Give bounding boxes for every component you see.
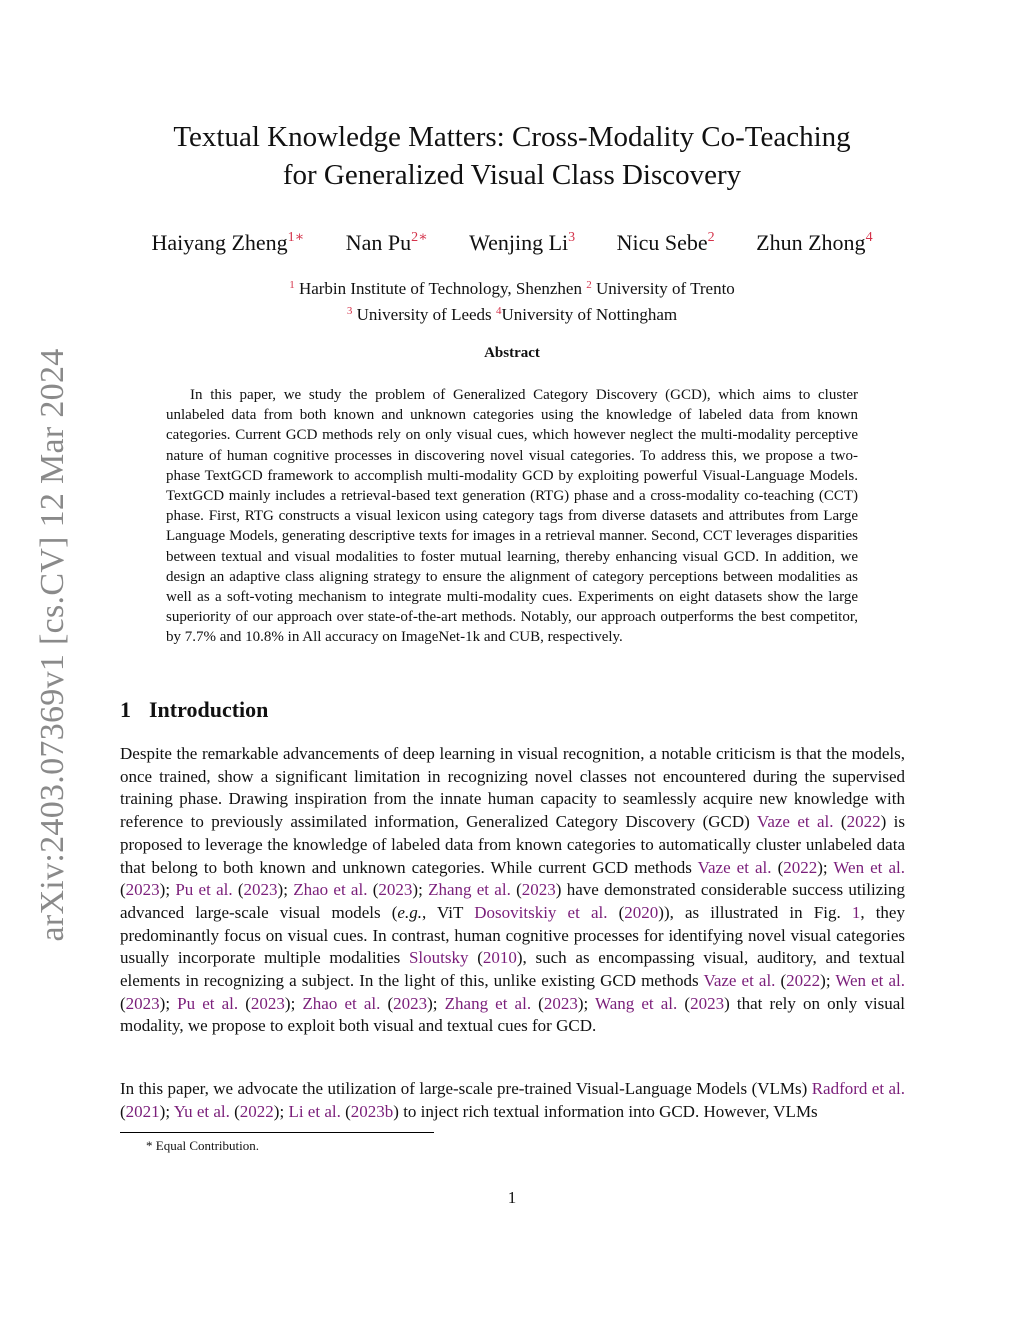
footnote-rule	[120, 1132, 434, 1133]
citation-year-link[interactable]: 2023	[543, 993, 578, 1013]
citation-year-link[interactable]: 2020	[624, 902, 659, 922]
citation-year-link[interactable]: 2010	[482, 948, 517, 968]
citation-link[interactable]: Sloutsky	[408, 948, 469, 968]
citation-year-link[interactable]: 2022	[783, 857, 818, 877]
citation-link[interactable]: Vaze et al.	[756, 812, 834, 832]
author-list	[0, 229, 1024, 256]
citation-link[interactable]: Zhang et al.	[444, 993, 532, 1013]
affiliation: University of Trento	[595, 279, 735, 298]
citation-link[interactable]: Wang et al.	[595, 993, 678, 1013]
intro-paragraph-2: In this paper, we advocate the utilization of large-scale pre-trained Visual-Language Models (VLMs) Radford et al. (2021); Yu et al. (2022); Li et al. (2023b) to inject rich textual information into GCD. However, VLMs	[120, 1079, 905, 1121]
footnote: * Equal Contribution.	[146, 1138, 260, 1153]
citation-link[interactable]: Zhang et al.	[428, 880, 511, 900]
affiliation-mark: 2	[707, 230, 715, 245]
author: Nicu Sebe$^2$	[616, 230, 715, 255]
affiliation: Harbin Institute of Technology, Shenzhen	[298, 279, 582, 298]
citation-year-link[interactable]: 2023	[690, 993, 725, 1013]
affiliation-mark: 3	[568, 230, 576, 245]
section-number: 1	[120, 697, 131, 722]
citation-year-link[interactable]: 2023	[125, 993, 160, 1013]
section-title: Introduction	[149, 697, 269, 722]
citation-link[interactable]: Wen et al.	[835, 971, 905, 991]
citation-year-link[interactable]: 2023	[378, 880, 413, 900]
title-line-1: Textual Knowledge Matters: Cross-Modality Co-Teaching	[173, 121, 851, 153]
citation-link[interactable]: Wen et al.	[833, 857, 905, 877]
citation-year-link[interactable]: 2023	[243, 880, 278, 900]
citation-year-link[interactable]: 2021	[125, 1101, 160, 1121]
citation-year-link[interactable]: 2023	[393, 993, 428, 1013]
author: Zhun Zhong$^4$	[756, 230, 873, 255]
citation-year-link[interactable]: 2022	[846, 812, 881, 832]
page-number: 1	[507, 1188, 517, 1207]
author: Wenjing Li$^3$	[469, 230, 576, 255]
citation-year-link[interactable]: 2022	[786, 971, 821, 991]
citation-link[interactable]: Yu et al.	[173, 1101, 230, 1121]
citation-year-link[interactable]: 2023	[250, 993, 285, 1013]
abstract-text: In this paper, we study the problem of Generalized Category Discovery (GCD), which aims to cluster unlabeled data from both known and unknown categories using the knowledge of labeled data from known categories. Current GCD methods rely on only visual cues, which however neglect the multi-modality perceptive nature of human cognitive processes in discovering novel visual categories. To address this, we propose a two-phase TextGCD framework to accomplish multi-modality GCD by exploiting powerful Visual-Language Models. TextGCD mainly includes a retrieval-based text generation (RTG) phase and a cross-modality co-teaching (CCT) phase. First, RTG constructs a visual lexicon using category tags from diverse datasets and attributes from Large Language Models, generating descriptive texts for images in a retrieval manner. Second, CCT leverages disparities between textual and visual modalities to foster mutual learning, thereby enhancing visual GCD. In addition, we design an adaptive class aligning strategy to ensure the alignment of category perceptions between modalities as well as a soft-voting mechanism to integrate multi-modality cues. Experiments on eight datasets show the large superiority of our approach over state-of-the-art methods. Notably, our approach outperforms the best competitor, by 7.7% and 10.8% in All accuracy on ImageNet-1k and CUB, respectively.	[166, 387, 858, 646]
citation-link[interactable]: Zhao et al.	[302, 993, 381, 1013]
citation-link[interactable]: Radford et al.	[811, 1079, 905, 1098]
section-heading	[120, 697, 268, 723]
citation-link[interactable]: Vaze et al.	[703, 971, 776, 991]
citation-year-link[interactable]: 2023	[125, 880, 160, 900]
citation-year-link[interactable]: 2023	[521, 880, 556, 900]
citation-link[interactable]: Zhao et al.	[293, 880, 368, 900]
author: Haiyang Zheng$^{1∗}$	[151, 230, 305, 255]
affiliations-line-2: $^3$ University of Leeds $^4$University of Nottingham	[346, 305, 678, 324]
citation-link[interactable]: Pu et al.	[175, 880, 233, 900]
affiliations-line-1: $^1$ Harbin Institute of Technology, Shenzhen $^2$ University of Trento	[289, 279, 735, 298]
citation-year-link[interactable]: 2023b	[350, 1101, 394, 1121]
citation-link[interactable]: Li et al.	[288, 1101, 341, 1121]
author: Nan $Pu^{2∗}$	[345, 230, 428, 255]
abstract-heading: Abstract	[484, 345, 540, 361]
figure-reference-link[interactable]: 1	[851, 902, 861, 922]
affiliation: University of Nottingham	[501, 305, 678, 324]
affiliation-mark: 1∗	[287, 230, 305, 245]
arxiv-identifier: arXiv:2403.07369v1 [cs.CV] 12 Mar 2024	[34, 348, 71, 942]
citation-year-link[interactable]: 2022	[239, 1101, 274, 1121]
affiliation-mark: 2∗	[411, 230, 428, 245]
citation-link[interactable]: Pu et al.	[177, 993, 239, 1013]
intro-paragraph-1: Despite the remarkable advancements of deep learning in visual recognition, a notable criticism is that the models, once trained, show a significant limitation in recognizing novel classes not encountered during the supervised training phase. Drawing inspiration from the innate human capacity to seamlessly acquire new knowledge with reference to previously assimilated information, Generalized Category Discovery (GCD) Vaze et al. (2022) is proposed to leverage the knowledge of labeled data from known categories to automatically cluster unlabeled data that belong to both known and unknown categories. While current GCD methods Vaze et al. (2022); Wen et al. (2023); Pu et al. (2023); Zhao et al. (2023); Zhang et al. (2023) have demonstrated considerable success utilizing advanced large-scale visual models (e.g., ViT Dosovitskiy et al. (2020)), as illustrated in Fig. 1, they predominantly focus on visual cues. In contrast, human cognitive processes for identifying novel visual categories usually incorporate multiple modalities Sloutsky (2010), such as encompassing visual, auditory, and textual elements in recognizing a subject. In the light of this, unlike existing GCD methods Vaze et al. (2022); Wen et al. (2023); Pu et al. (2023); Zhao et al. (2023); Zhang et al. (2023); Wang et al. (2023) that rely on only visual modality, we propose to exploit both visual and textual cues for GCD.	[120, 744, 906, 1036]
affiliation-mark: 4	[865, 230, 873, 245]
affiliation: University of Leeds	[356, 305, 492, 324]
citation-link[interactable]: Vaze et al.	[697, 857, 772, 877]
title-line-2: for Generalized Visual Class Discovery	[282, 159, 742, 191]
citation-link[interactable]: Dosovitskiy et al.	[474, 902, 608, 922]
